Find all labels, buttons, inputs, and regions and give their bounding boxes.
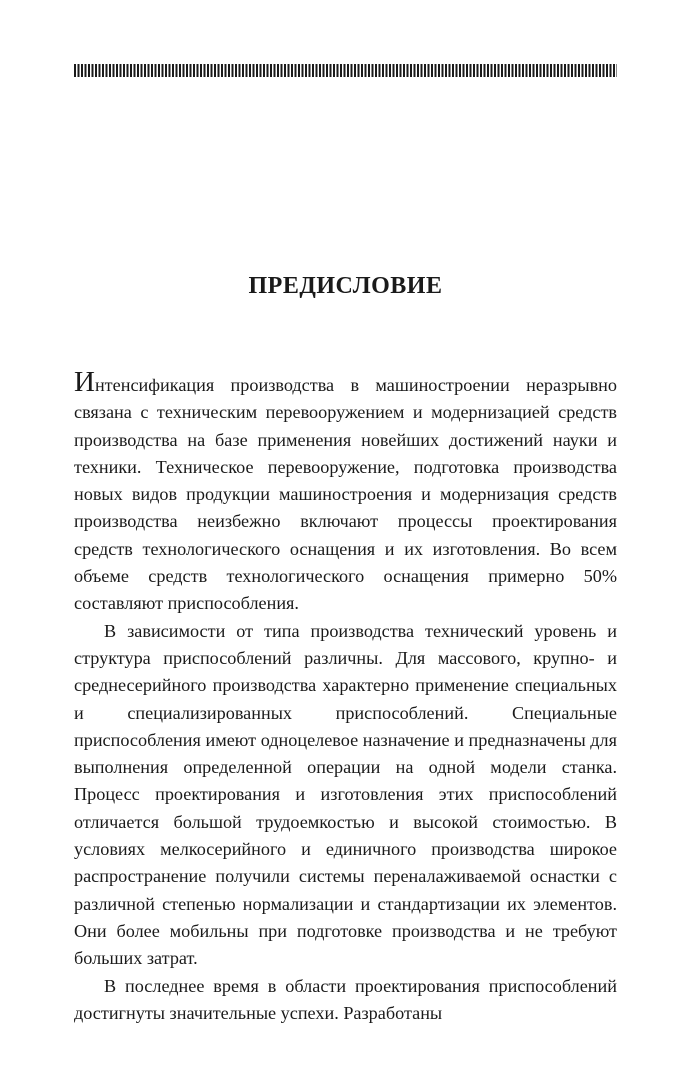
paragraph-2: В зависимости от типа производства технический уровень и структура приспособлений различны. Для массового, крупно- и среднесерийного производства характерно применение специальных и специализированных приспособлений. Специальные приспособления имеют одноцелевое назначение и предназначены для выполнения определенной операции на одной модели станка. Процесс проектирования и изготовления этих приспособлений отличается большой трудоемкостью и высокой стоимостью. В условиях мелкосерийного и единичного производства широкое распространение получили системы переналаживаемой оснастки с различной степенью нормализации и стандартизации их элементов. Они более мобильны при подготовке производства и не требуют больших затрат.	[74, 620, 617, 969]
paragraph-1-text: нтенсификация производства в машиностроении неразрывно связана с техническим перевооружением и модернизацией средств производства на базе применения новейших достижений науки и техники. Техническое перевооружение, подготовка производства новых видов продукции машиностроения и модернизация средств производства неизбежно включают процессы проектирования средств технологического оснащения и их изготовления. Во всем объеме средств технологического оснащения примерно 50% составляют приспособления.	[74, 375, 617, 614]
paragraph-initial: И	[74, 366, 95, 398]
decorative-header-rule	[74, 64, 617, 77]
paragraph-1	[74, 366, 617, 618]
paragraph-3: В последнее время в области проектирования приспособлений достигнуты значительные успехи. Разработаны	[74, 975, 617, 1023]
body-text	[74, 366, 617, 1027]
page-title: ПРЕДИСЛОВИЕ	[248, 273, 443, 299]
